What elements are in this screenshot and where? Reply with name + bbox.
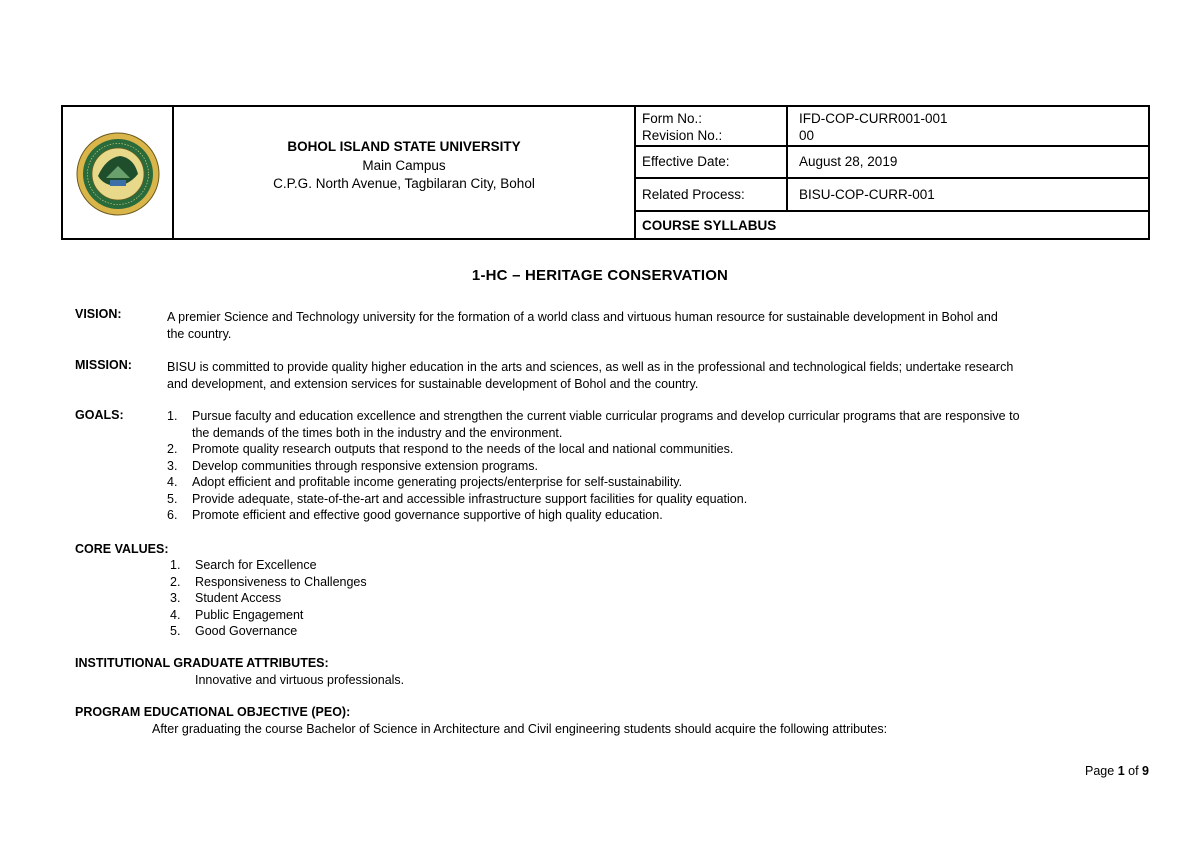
core-value-number: 5. bbox=[170, 624, 181, 638]
page-total: 9 bbox=[1142, 764, 1149, 778]
core-values-list bbox=[170, 557, 570, 640]
core-value-text: Public Engagement bbox=[195, 607, 304, 622]
goal-text: Provide adequate, state-of-the-art and accessible infrastructure support facilities for quality equation. bbox=[192, 491, 748, 506]
form-no-label: Form No.: bbox=[642, 111, 703, 126]
goal-item bbox=[167, 474, 1142, 491]
peo-label: PROGRAM EDUCATIONAL OBJECTIVE (PEO): bbox=[75, 705, 351, 719]
goal-item bbox=[167, 458, 1142, 475]
university-campus: Main Campus bbox=[362, 158, 446, 173]
meta-row-effective-date bbox=[636, 147, 1148, 179]
goal-number: 3. bbox=[167, 458, 178, 473]
goal-item bbox=[167, 491, 1142, 508]
goal-number: 5. bbox=[167, 491, 178, 506]
core-value-item bbox=[170, 623, 570, 640]
vision-line-2: the country. bbox=[167, 326, 232, 341]
mission-text bbox=[167, 359, 1137, 392]
core-value-item bbox=[170, 574, 570, 591]
core-value-item bbox=[170, 557, 570, 574]
core-value-text: Good Governance bbox=[195, 624, 298, 638]
goal-number: 4. bbox=[167, 475, 178, 489]
core-value-text: Responsiveness to Challenges bbox=[195, 574, 367, 589]
goal-text: Promote quality research outputs that respond to the needs of the local and national communities. bbox=[192, 442, 734, 456]
course-title: 1-HC – HERITAGE CONSERVATION bbox=[471, 267, 729, 284]
related-process-label: Related Process: bbox=[642, 187, 745, 202]
core-values-label: CORE VALUES: bbox=[75, 542, 169, 556]
goal-number: 6. bbox=[167, 508, 178, 522]
goal-item bbox=[167, 507, 1142, 524]
mission-label: MISSION: bbox=[75, 358, 132, 372]
university-name: BOHOL ISLAND STATE UNIVERSITY bbox=[287, 139, 521, 154]
page-word: Page bbox=[1085, 764, 1115, 778]
meta-row-form bbox=[636, 107, 1148, 147]
related-process-value: BISU-COP-CURR-001 bbox=[799, 187, 935, 202]
page-current: 1 bbox=[1117, 764, 1125, 778]
goal-text: Adopt efficient and profitable income generating projects/enterprise for self-sustainability. bbox=[192, 475, 683, 489]
logo-cell bbox=[63, 107, 174, 238]
vision-text bbox=[167, 309, 1137, 342]
graduate-attributes-label: INSTITUTIONAL GRADUATE ATTRIBUTES: bbox=[75, 656, 329, 670]
university-address: C.P.G. North Avenue, Tagbilaran City, Bohol bbox=[273, 176, 535, 191]
form-no-value: IFD-COP-CURR001-001 bbox=[799, 111, 948, 126]
goal-text: Pursue faculty and education excellence and strengthen the current viable curricular programs and develop curricular programs that are responsive to the demands of the times both in the industry and the environment. bbox=[192, 409, 1020, 440]
effective-date-value: August 28, 2019 bbox=[799, 154, 898, 169]
goal-number: 2. bbox=[167, 442, 178, 456]
vision-line-1: A premier Science and Technology university for the formation of a world class and virtuous human resource for sustainable development in Bohol and bbox=[167, 310, 998, 324]
revision-no-value: 00 bbox=[799, 128, 815, 143]
document-header-table bbox=[61, 105, 1150, 240]
page-number bbox=[1085, 764, 1149, 778]
core-value-item bbox=[170, 590, 570, 607]
goal-text: Promote efficient and effective good governance supportive of high quality education. bbox=[192, 508, 663, 522]
effective-date-label: Effective Date: bbox=[642, 154, 730, 169]
goals-label: GOALS: bbox=[75, 408, 124, 422]
core-value-text: Search for Excellence bbox=[195, 558, 317, 572]
goal-number: 1. bbox=[167, 409, 178, 423]
document-type: COURSE SYLLABUS bbox=[642, 218, 777, 233]
peo-text: After graduating the course Bachelor of Science in Architecture and Civil engineering students should acquire the following attributes: bbox=[152, 722, 888, 736]
meta-row-document-type bbox=[636, 212, 1148, 238]
goals-list bbox=[167, 408, 1142, 524]
mission-line-2: and development, and extension services for sustainable development of Bohol and the country. bbox=[167, 376, 699, 391]
core-value-number: 3. bbox=[170, 591, 181, 605]
revision-no-label: Revision No.: bbox=[642, 128, 723, 143]
university-info-cell bbox=[174, 107, 636, 238]
core-value-text: Student Access bbox=[195, 591, 282, 605]
document-meta bbox=[636, 107, 1148, 238]
goal-text: Develop communities through responsive extension programs. bbox=[192, 458, 539, 473]
graduate-attributes-text: Innovative and virtuous professionals. bbox=[195, 673, 405, 687]
core-value-number: 2. bbox=[170, 574, 181, 589]
of-word: of bbox=[1128, 764, 1139, 778]
goal-item bbox=[167, 441, 1142, 458]
core-value-number: 4. bbox=[170, 607, 181, 622]
core-value-number: 1. bbox=[170, 558, 181, 572]
mission-line-1: BISU is committed to provide quality higher education in the arts and sciences, as well as in the professional and technological fields; undertake research bbox=[167, 360, 1014, 374]
university-seal-icon bbox=[76, 132, 160, 216]
vision-label: VISION: bbox=[75, 307, 122, 321]
meta-row-related-process bbox=[636, 179, 1148, 212]
core-value-item bbox=[170, 607, 570, 624]
goal-item bbox=[167, 408, 1142, 441]
